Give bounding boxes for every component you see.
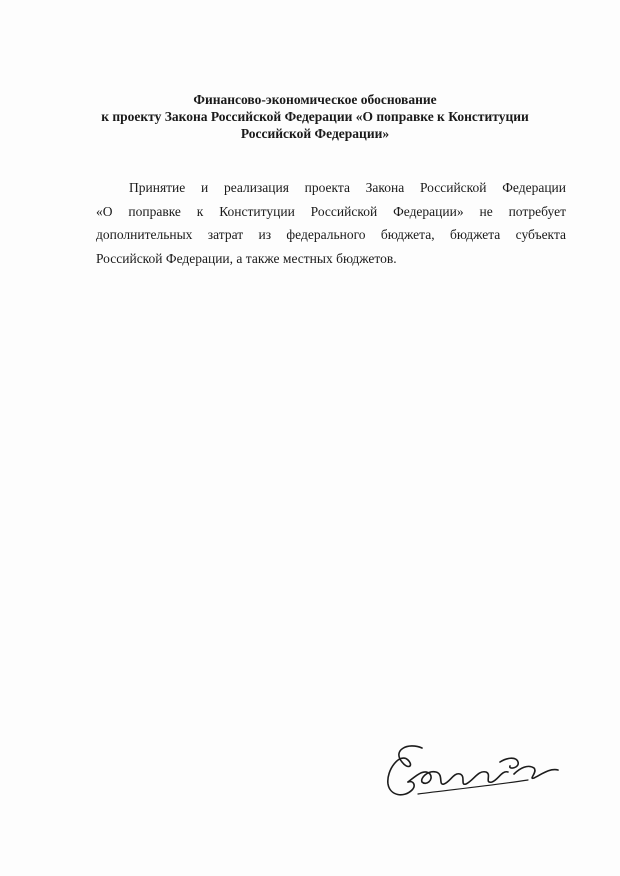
signature-stroke-flourish [418,780,528,794]
body-paragraph [96,176,566,270]
title-line-1: Финансово-экономическое обоснование [193,92,437,107]
handwritten-signature [378,740,568,800]
title-line-3: Российской Федерации» [240,126,390,141]
signature-stroke-tail [500,758,558,778]
body-line-1: Принятие и реализация проекта Закона Российской Федерации [129,180,566,195]
signature-stroke-initial [388,746,422,795]
title-line-2: к проекту Закона Российской Федерации «О поправке к Конституции [101,109,529,124]
body-line-2: «О поправке к Конституции Российской Федерации» не потребует [96,203,566,219]
signature-stroke-middle [408,772,508,785]
body-line-3: дополнительных затрат из федерального бюджета, бюджета субъекта [96,227,566,242]
body-line-4: Российской Федерации, а также местных бюджетов. [96,250,397,266]
document-title [80,91,550,142]
